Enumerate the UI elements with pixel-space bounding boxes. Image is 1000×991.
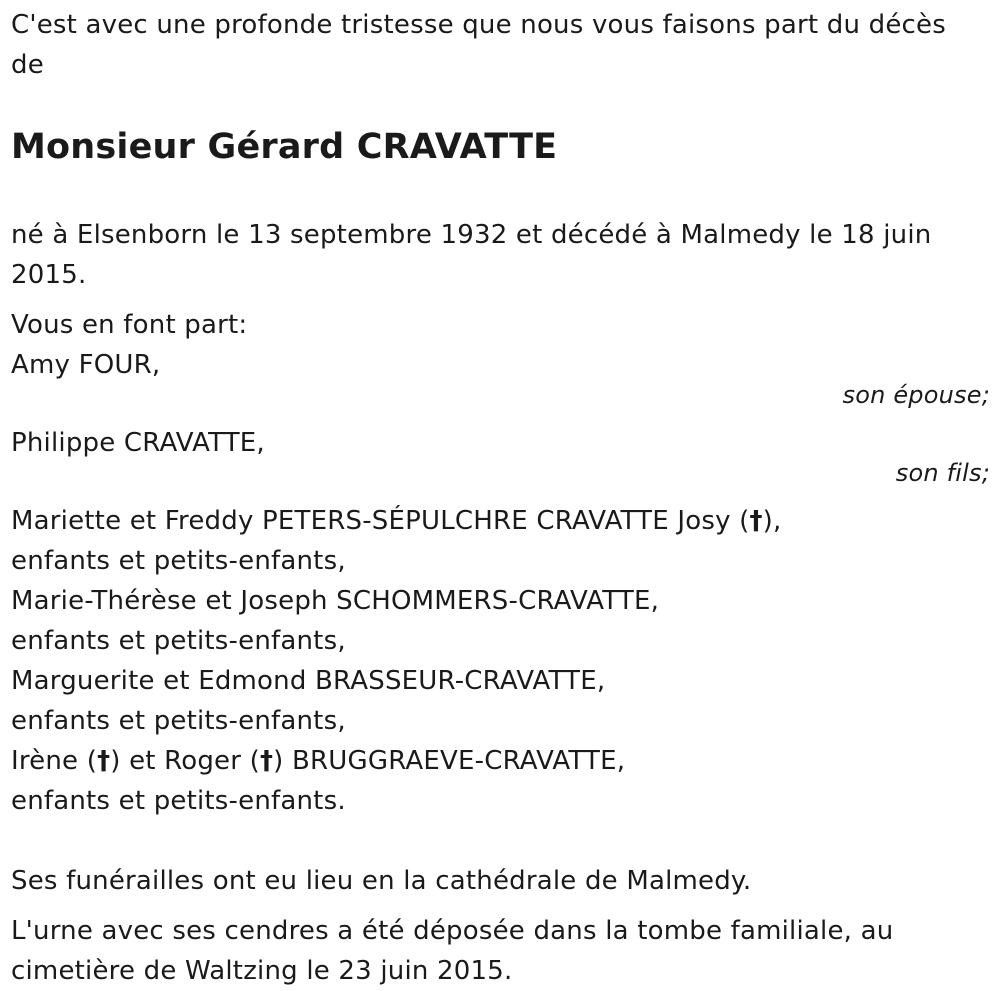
funeral-text: Ses funérailles ont eu lieu en la cathédrale de Malmedy.: [11, 866, 752, 896]
family-line-brasseur: Marguerite et Edmond BRASSEUR-CRAVATTE,: [11, 666, 606, 696]
family-descendants-bruggraeve: enfants et petits-enfants.: [11, 786, 346, 816]
cross-icon: †: [259, 746, 274, 776]
family-line-peters: [11, 501, 990, 541]
son-role: son fils;: [895, 459, 990, 487]
intro-text: C'est avec une profonde tristesse que nous vous faisons part du décès de: [11, 10, 946, 80]
announcers-section: [11, 305, 990, 821]
son-name: Philippe CRAVATTE,: [11, 428, 265, 458]
announcers-intro: Vous en font part:: [11, 310, 248, 340]
family-line-bruggraeve-part1: Irène (: [11, 746, 98, 776]
spouse-name: Amy FOUR,: [11, 350, 161, 380]
family-line-schommers: Marie-Thérèse et Joseph SCHOMMERS-CRAVATTE,: [11, 586, 660, 616]
cross-icon: †: [97, 746, 111, 776]
cross-icon: †: [749, 506, 763, 536]
family-line-bruggraeve-part2: ) et Roger (: [110, 746, 260, 776]
family-line-bruggraeve-part3: ) BRUGGRAEVE-CRAVATTE,: [273, 746, 626, 776]
urn-text: L'urne avec ses cendres a été déposée dans la tombe familiale, au cimetière de Waltzing le 23 juin 2015.: [11, 916, 894, 986]
deceased-name: Monsieur Gérard CRAVATTE: [11, 127, 558, 167]
family-line-peters-end: ),: [762, 506, 782, 536]
birth-death-text: né à Elsenborn le 13 septembre 1932 et décédé à Malmedy le 18 juin 2015.: [11, 220, 932, 290]
family-descendants-brasseur: enfants et petits-enfants,: [11, 706, 346, 736]
family-line-bruggraeve: [11, 741, 990, 781]
family-line-peters-text: Mariette et Freddy PETERS-SÉPULCHRE CRAVATTE Josy (: [11, 506, 750, 536]
family-descendants-peters: enfants et petits-enfants,: [11, 546, 346, 576]
family-descendants-schommers: enfants et petits-enfants,: [11, 626, 346, 656]
spouse-role: son épouse;: [842, 381, 990, 409]
